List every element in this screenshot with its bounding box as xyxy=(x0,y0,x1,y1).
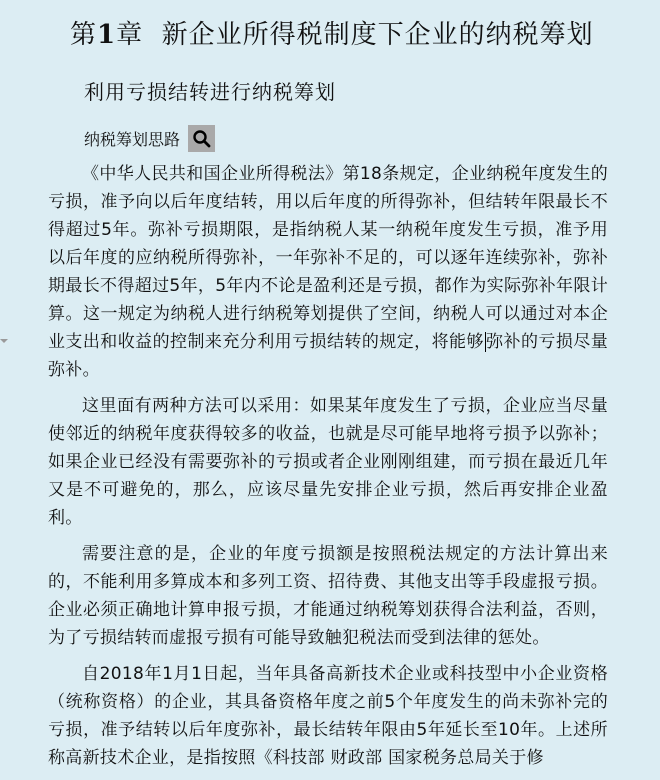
margin-marker xyxy=(0,339,8,343)
subsection-heading xyxy=(84,125,215,152)
subsection-label: 纳税筹划思路 xyxy=(84,130,181,149)
section-title: 利用亏损结转进行纳税筹划 xyxy=(84,80,336,104)
search-button[interactable] xyxy=(188,125,215,152)
paragraph: 自2018年1月1日起，当年具备高新技术企业或科技型中小企业资格（统称资格）的企业，其具备资格年度之前5个年度发生的尚未弥补完的亏损，准予结转以后年度弥补，最长结转年限由5年延长至10年。上述所称高新技术企业，是指按照《科技部 财政部 国家税务总局关于修 xyxy=(48,664,608,768)
paragraph: 这里面有两种方法可以采用：如果某年度发生了亏损，企业应当尽量使邻近的纳税年度获得较多的收益，也就是尽可能早地将亏损予以弥补；如果企业已经没有需要弥补的亏损或者企业刚刚组建，而亏损在最近几年又是不可避免的，那么，应该尽量先安排企业亏损，然后再安排企业盈利。 xyxy=(48,396,608,528)
paragraph: 《中华人民共和国企业所得税法》第18条规定，企业纳税年度发生的亏损，准予向以后年度结转，用以后年度的所得弥补，但结转年限最长不得超过5年。弥补亏损期限，是指纳税人某一纳税年度发生亏损，准予用以后年度的应纳税所得弥补，一年弥补不足的，可以逐年连续弥补，弥补期最长不得超过5年，5年内不论是盈利还是亏损，都作为实际弥补年限计算。这一规定为纳税人进行纳税筹划提供了空间，纳税人可以通过对本企业支出和收益的控制来充分利用亏损结转的规定，将能够 弥补的亏损尽量弥补。 xyxy=(48,164,608,380)
chapter-number: 1 xyxy=(97,20,117,50)
search-icon xyxy=(192,129,212,149)
paragraph: 需要注意的是，企业的年度亏损额是按照税法规定的方法计算出来的，不能利用多算成本和多列工资、招待费、其他支出等手段虚报亏损。企业必须正确地计算申报亏损，才能通过纳税筹划获得合法利益，否则，为了亏损结转而虚报亏损有可能导致触犯税法而受到法律的惩处。 xyxy=(48,544,608,648)
chapter-title-text: 章 新企业所得税制度下企业的纳税筹划 xyxy=(116,20,594,50)
chapter-prefix: 第 xyxy=(70,20,98,50)
document-body[interactable] xyxy=(48,160,608,780)
chapter-title xyxy=(70,14,594,51)
